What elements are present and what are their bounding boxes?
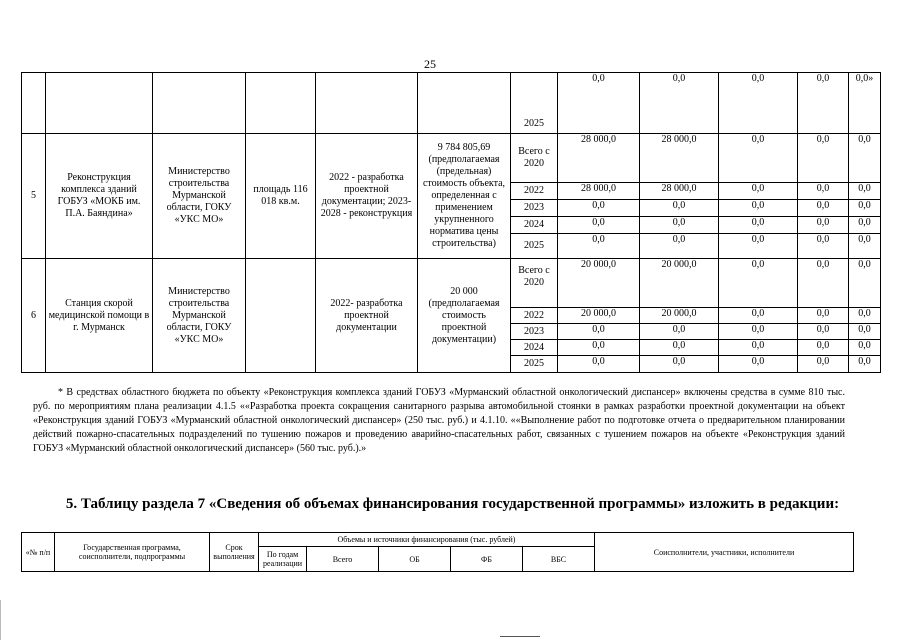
table-row <box>22 73 881 134</box>
header-funding: Объемы и источники финансирования (тыс. рублей) <box>259 533 595 547</box>
year-cell: 2022 <box>511 183 558 200</box>
value-cell: 0,0 <box>558 324 640 340</box>
value-cell: 0,0 <box>798 134 849 183</box>
table-row <box>22 259 881 308</box>
value-cell: 20 000,0 <box>640 308 719 324</box>
value-cell: 0,0 <box>798 217 849 234</box>
value-cell: 0,0 <box>719 356 798 373</box>
value-cell: 0,0 <box>798 73 849 134</box>
value-cell: 0,0 <box>849 356 881 373</box>
project-name: Станция скорой медицинской помощи в г. Мурманск <box>46 259 153 373</box>
value-cell: 0,0 <box>640 73 719 134</box>
value-cell: 0,0 <box>719 234 798 259</box>
value-cell: 0,0 <box>849 259 881 308</box>
value-cell: 28 000,0 <box>640 134 719 183</box>
header-by-years: По годам реализации <box>259 547 307 572</box>
financing-table <box>21 72 881 373</box>
value-cell: 0,0 <box>849 200 881 217</box>
period: 2022- разработка проектной документации <box>316 259 418 373</box>
value-cell: 28 000,0 <box>558 134 640 183</box>
year-cell: 2024 <box>511 217 558 234</box>
header-ob: ОБ <box>379 547 451 572</box>
value-cell: 0,0 <box>798 324 849 340</box>
value-cell: 0,0 <box>849 134 881 183</box>
value-cell: 0,0 <box>719 340 798 356</box>
value-cell: 0,0 <box>798 356 849 373</box>
value-cell: 20 000,0 <box>640 259 719 308</box>
table-row <box>22 533 854 547</box>
value-cell: 0,0 <box>719 217 798 234</box>
section-heading: 5. Таблицу раздела 7 «Сведения об объемах финансирования государственной программы» изложить в редакции: <box>65 496 840 512</box>
value-cell: 0,0 <box>719 259 798 308</box>
value-cell: 0,0 <box>640 217 719 234</box>
page-number: 25 <box>424 57 436 71</box>
value-cell: 0,0 <box>719 308 798 324</box>
value-cell: 0,0 <box>558 217 640 234</box>
value-cell: 0,0 <box>558 234 640 259</box>
value-cell: 0,0 <box>558 73 640 134</box>
capacity: площадь 116 018 кв.м. <box>246 134 316 259</box>
value-cell: 0,0 <box>849 340 881 356</box>
capacity <box>246 259 316 373</box>
value-cell: 20 000,0 <box>558 259 640 308</box>
header-term: Срок выполнения <box>210 533 259 572</box>
footnote: * В средствах областного бюджета по объекту «Реконструкция комплекса зданий ГОБУЗ «Мурманский областной онкологический диспансер» включены средства в сумме 810 тыс. руб. по мероприятиям плана реализации 4.1.5 ««Разработка проекта сокращения санитарного разрыва автомобильной стоянки в рамках разработки проектной документации на объект «Реконструкция зданий ГОБУЗ «Мурманский областной онкологический диспансер» (250 тыс. руб.) и 4.1.10. ««Выполнение работ по подготовке отчета о предварительном планировании действий пожарно-спасательных подразделений по тушению пожаров и проведению аварийно-спасательных работ, связанных с тушением пожаров на объекте «Реконструкция зданий ГОБУЗ «Мурманский областной онкологический диспансер» (560 тыс. руб.).» <box>33 387 845 454</box>
year-cell: 2024 <box>511 340 558 356</box>
value-cell: 0,0 <box>719 183 798 200</box>
value-cell: 0,0 <box>798 200 849 217</box>
header-num: «№ п/п <box>22 533 55 572</box>
header-total: Всего <box>307 547 379 572</box>
year-cell: Всего с 2020 <box>511 134 558 183</box>
value-cell: 0,0 <box>798 234 849 259</box>
project-name: Реконструкция комплекса зданий ГОБУЗ «МОКБ им. П.А. Баяндина» <box>46 134 153 259</box>
row-number: 5 <box>22 134 46 259</box>
header-executors: Соисполнители, участники, исполнители <box>595 533 854 572</box>
value-cell: 0,0 <box>640 356 719 373</box>
value-cell: 0,0 <box>640 340 719 356</box>
value-cell: 0,0 <box>798 183 849 200</box>
responsible: Министерство строительства Мурманской области, ГОКУ «УКС МО» <box>153 134 246 259</box>
value-cell: 0,0 <box>640 234 719 259</box>
program-financing-header-table <box>21 532 854 572</box>
table-row <box>22 134 881 183</box>
value-cell: 0,0 <box>640 324 719 340</box>
value-cell: 0,0 <box>798 340 849 356</box>
year-cell: 2022 <box>511 308 558 324</box>
value-cell: 0,0 <box>558 200 640 217</box>
year-cell: 2023 <box>511 200 558 217</box>
value-cell: 0,0 <box>849 183 881 200</box>
value-cell: 0,0» <box>849 73 881 134</box>
row-number: 6 <box>22 259 46 373</box>
year-cell: 2025 <box>511 234 558 259</box>
value-cell: 0,0 <box>719 200 798 217</box>
responsible: Министерство строительства Мурманской области, ГОКУ «УКС МО» <box>153 259 246 373</box>
value-cell: 0,0 <box>849 308 881 324</box>
cost: 20 000 (предполагаемая стоимость проектной документации) <box>418 259 511 373</box>
value-cell: 0,0 <box>849 324 881 340</box>
value-cell: 0,0 <box>719 134 798 183</box>
header-fb: ФБ <box>451 547 523 572</box>
period: 2022 - разработка проектной документации; 2023-2028 - реконструкция <box>316 134 418 259</box>
value-cell: 0,0 <box>719 73 798 134</box>
header-vbs: ВБС <box>523 547 595 572</box>
value-cell: 20 000,0 <box>558 308 640 324</box>
value-cell: 0,0 <box>719 324 798 340</box>
year-cell: 2025 <box>511 73 558 134</box>
year-cell: 2023 <box>511 324 558 340</box>
header-program: Государственная программа, соисполнители, подпрограммы <box>55 533 210 572</box>
value-cell: 0,0 <box>558 356 640 373</box>
value-cell: 0,0 <box>558 340 640 356</box>
value-cell: 28 000,0 <box>640 183 719 200</box>
year-cell: Всего с 2020 <box>511 259 558 308</box>
footer-line <box>500 636 540 637</box>
value-cell: 0,0 <box>640 200 719 217</box>
value-cell: 0,0 <box>849 234 881 259</box>
value-cell: 28 000,0 <box>558 183 640 200</box>
value-cell: 0,0 <box>798 308 849 324</box>
value-cell: 0,0 <box>798 259 849 308</box>
year-cell: 2025 <box>511 356 558 373</box>
scan-edge <box>0 600 1 640</box>
value-cell: 0,0 <box>849 217 881 234</box>
cost: 9 784 805,69 (предполагаемая (предельная) стоимость объекта, определенная с применением укрупненного норматива цены строительства) <box>418 134 511 259</box>
